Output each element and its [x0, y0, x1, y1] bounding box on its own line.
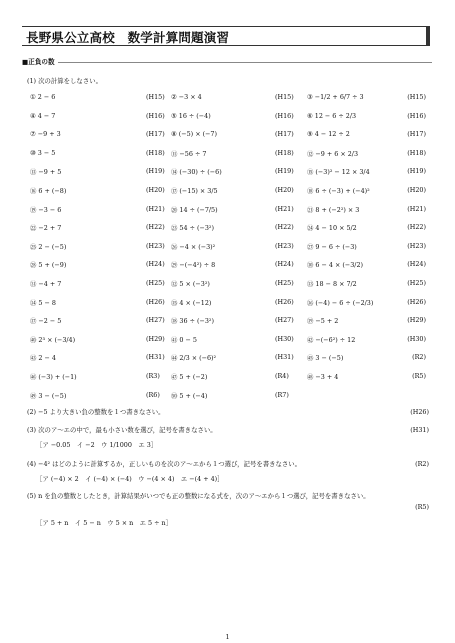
problem-year-tag: (H16) [275, 111, 294, 120]
problem-expression: ② −3 × 4 [171, 93, 202, 101]
problem-expression: ㉝ 18 − 8 × 7/2 [307, 279, 357, 288]
problem-expression: ㉙ −(−4²) ÷ 8 [171, 261, 216, 270]
problem-row [30, 294, 430, 313]
problem-year-tag: (H24) [407, 260, 426, 269]
problem-expression: ㉗ 9 − 6 ÷ (−3) [307, 242, 357, 251]
problem-expression: ㉔ 4 − 10 × 5/2 [307, 224, 357, 233]
problem-year-tag: (R3) [146, 371, 160, 380]
problem-year-tag: (R2) [412, 353, 426, 362]
problem-expression: ㊷ −(−6²) ÷ 12 [307, 335, 356, 344]
problem-year-tag: (R6) [146, 390, 160, 399]
problem-expression: ⑧ (−5) × (−7) [171, 130, 217, 139]
problem-row [30, 201, 430, 220]
problem-expression: ⑩ 3 − 5 [30, 148, 56, 157]
problem-year-tag: (H18) [275, 148, 294, 157]
problem-year-tag: (H16) [407, 111, 426, 120]
q3-tag: (H31) [410, 426, 429, 434]
problem-row [30, 219, 430, 238]
problem-row [30, 126, 430, 145]
problem-year-tag: (H25) [275, 278, 294, 287]
problem-expression: ㉑ 8 + (−2²) × 3 [307, 205, 360, 214]
page-number: 1 [225, 633, 230, 641]
problem-year-tag: (H23) [407, 241, 426, 250]
q2-text: (2) −5 より大きい負の整数を１つ書きなさい。 [27, 408, 165, 416]
problem-year-tag: (H25) [407, 278, 426, 287]
problem-year-tag: (H30) [407, 334, 426, 343]
q5-tag: (R5) [415, 503, 429, 511]
problem-expression: ⑭ (−30) ÷ (−6) [171, 168, 222, 177]
problem-row [30, 349, 430, 368]
problem-year-tag: (H19) [146, 167, 165, 176]
problem-expression: ⑪ −56 ÷ 7 [171, 149, 207, 158]
problem-row [30, 275, 430, 294]
problem-expression: ㉘ 5 + (−9) [30, 261, 67, 270]
problem-year-tag: (H26) [407, 297, 426, 306]
problem-row [30, 312, 430, 331]
page-title-box [22, 26, 430, 46]
problem-expression: ㉓ 54 ÷ (−3²) [171, 224, 214, 233]
problem-expression: ㊿ 5 + (−4) [171, 391, 208, 400]
problem-expression: ⑮ (−3)² − 12 × 3/4 [307, 168, 370, 177]
problem-row [30, 145, 430, 164]
problem-year-tag: (H29) [146, 334, 165, 343]
problem-expression: ㊻ (−3) + (−1) [30, 372, 77, 381]
problem-year-tag: (R5) [412, 371, 426, 380]
problem-expression: ㉚ 6 − 4 × (−3/2) [307, 261, 364, 270]
problem-year-tag: (H17) [407, 130, 426, 139]
problem-row [30, 368, 430, 387]
problem-year-tag: (H15) [146, 93, 165, 101]
problem-year-tag: (H27) [146, 316, 165, 325]
problem-year-tag: (H31) [275, 353, 294, 362]
problem-expression: ㊾ 3 − (−5) [30, 391, 67, 400]
q5-text: (5) n を負の整数としたとき，計算結果がいつでも正の整数になる式を，次のア〜エから１つ選び，記号を書きなさい。 [27, 492, 370, 500]
problem-expression: ㊱ (−4) − 6 ÷ (−2/3) [307, 298, 374, 307]
problem-year-tag: (R4) [275, 371, 289, 380]
problem-expression: ㉕ 2 − (−5) [30, 242, 67, 251]
problem-year-tag: (H22) [275, 223, 294, 232]
problem-year-tag: (H17) [146, 130, 165, 139]
problem-year-tag: (H30) [275, 334, 294, 343]
section-header [22, 57, 432, 67]
problem-year-tag: (H20) [407, 185, 426, 194]
problem-year-tag: (H22) [146, 223, 165, 232]
problem-row [30, 89, 430, 108]
problem-year-tag: (H29) [407, 316, 426, 325]
q2-tag: (H26) [410, 408, 429, 416]
problem-expression: ㉟ 4 × (−12) [171, 298, 212, 307]
q1-prompt: (1) 次の計算をしなさい。 [27, 77, 102, 85]
problem-expression: ㊹ 2/3 × (−6)² [171, 354, 217, 363]
section-label: ■正負の数 [22, 56, 58, 66]
problem-year-tag: (H21) [407, 204, 426, 213]
problem-expression: ㊽ −3 + 4 [307, 372, 339, 381]
problem-expression: ㉛ −4 + 7 [30, 279, 62, 288]
problem-expression: ⑯ 6 + (−8) [30, 186, 67, 195]
problem-expression: ㉖ −4 × (−3)² [171, 242, 216, 251]
problem-year-tag: (H27) [275, 316, 294, 325]
page-title: 長野県公立高校 数学計算問題演習 [26, 30, 230, 45]
problem-expression: ㊴ −5 + 2 [307, 317, 339, 326]
problem-expression: ㊳ 36 ÷ (−3²) [171, 317, 214, 326]
problem-year-tag: (H18) [146, 148, 165, 157]
problem-row [30, 108, 430, 127]
q4-options: ［ア (−4) × 2 イ (−4) × (−4) ウ −(4 × 4) エ −(4 + 4)］ [36, 475, 224, 483]
problem-year-tag: (H23) [146, 241, 165, 250]
problem-expression: ③ −1/2 + 6/7 ÷ 3 [307, 93, 364, 101]
problem-year-tag: (H31) [146, 353, 165, 362]
problem-expression: ⑳ 14 ÷ (−7/5) [171, 205, 218, 214]
problem-year-tag: (H15) [407, 93, 426, 101]
problem-row [30, 163, 430, 182]
problem-expression: ④ 4 − 7 [30, 111, 56, 120]
q3-options: ［ア −0.05 イ −2 ウ 1/1000 エ 3］ [36, 441, 158, 449]
problem-expression: ⑤ 16 ÷ (−4) [171, 111, 211, 120]
problem-row [30, 387, 430, 406]
problem-year-tag: (H21) [146, 204, 165, 213]
problem-year-tag: (H17) [275, 130, 294, 139]
problem-expression: ⑰ (−15) × 3/5 [171, 186, 218, 195]
problem-expression: ⑱ 6 ÷ (−3) + (−4)² [307, 186, 370, 195]
problem-expression: ㊺ 3 − (−5) [307, 354, 344, 363]
problem-expression: ㉒ −2 + 7 [30, 224, 62, 233]
problem-year-tag: (H21) [275, 204, 294, 213]
problem-row [30, 182, 430, 201]
problem-year-tag: (H24) [146, 260, 165, 269]
problem-expression: ⑦ −9 + 3 [30, 130, 61, 139]
problem-row [30, 238, 430, 257]
problem-year-tag: (H22) [407, 223, 426, 232]
problem-year-tag: (H26) [275, 297, 294, 306]
problem-row [30, 331, 430, 350]
problem-expression: ㊶ 0 − 5 [171, 335, 197, 344]
problem-year-tag: (R7) [275, 390, 289, 399]
problem-expression: ㊸ 2 − 4 [30, 354, 56, 363]
problem-expression: ⑥ 12 − 6 ÷ 2/3 [307, 111, 357, 120]
problem-expression: ⑲ −3 − 6 [30, 205, 62, 214]
q4-text: (4) −4² はどのように計算するか，正しいものを次のア〜エから１つ選び，記号を書きなさい。 [27, 460, 302, 468]
problem-expression: ⑬ −9 + 5 [30, 168, 62, 177]
problem-expression: ① 2 − 6 [30, 93, 56, 101]
section-rule [22, 62, 432, 63]
problem-expression: ㊲ −2 − 5 [30, 317, 62, 326]
problem-expression: ⑫ −9 + 6 × 2/3 [307, 149, 359, 158]
problem-year-tag: (H20) [146, 185, 165, 194]
problem-year-tag: (H19) [407, 167, 426, 176]
q4-tag: (R2) [415, 460, 429, 468]
problem-year-tag: (H19) [275, 167, 294, 176]
q3-text: (3) 次のア〜エの中で，最も小さい数を選び，記号を書きなさい。 [27, 426, 217, 434]
problem-year-tag: (H18) [407, 148, 426, 157]
problem-year-tag: (H24) [275, 260, 294, 269]
problem-expression: ㊵ 2³ × (−3/4) [30, 335, 76, 344]
problem-year-tag: (H16) [146, 111, 165, 120]
q5-options: ［ア 5 + n イ 5 − n ウ 5 × n エ 5 ÷ n］ [36, 519, 173, 527]
problem-year-tag: (H26) [146, 297, 165, 306]
problem-expression: ⑨ 4 − 12 ÷ 2 [307, 130, 350, 139]
problem-year-tag: (H25) [146, 278, 165, 287]
problem-expression: ㉜ 5 × (−3²) [171, 279, 210, 288]
problem-expression: ㊼ 5 + (−2) [171, 372, 208, 381]
problem-year-tag: (H23) [275, 241, 294, 250]
problem-grid [30, 89, 430, 405]
problem-year-tag: (H15) [275, 93, 294, 101]
problem-expression: ㉞ 5 − 8 [30, 298, 56, 307]
problem-row [30, 256, 430, 275]
problem-year-tag: (H20) [275, 185, 294, 194]
